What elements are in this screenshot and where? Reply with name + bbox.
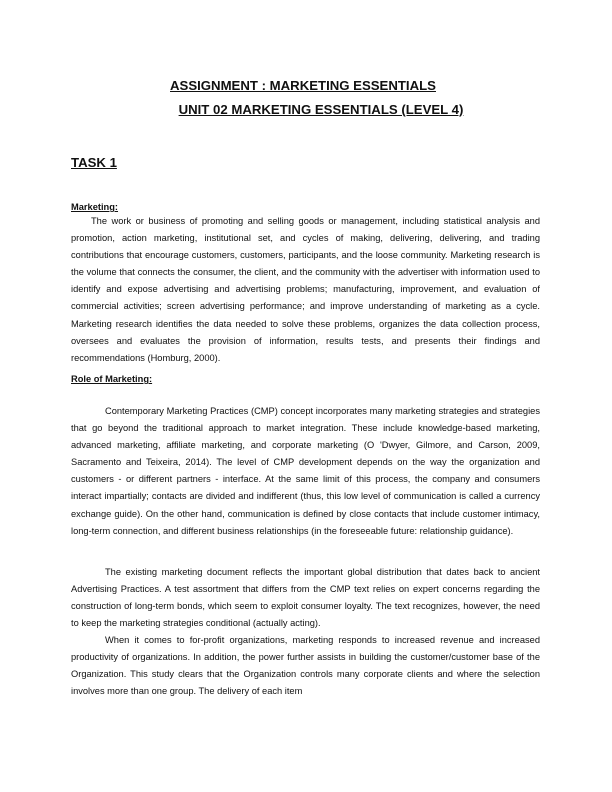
role-paragraph-3: When it comes to for-profit organizations, marketing responds to increased revenue and increased productivity of organizations. In addition, the power further assists in building the customer/customer base of the Organization. This study clears that the Organization controls many corporate clients and where the selection involves more than one group. The delivery of each item (71, 635, 540, 697)
assignment-title: ASSIGNMENT : MARKETING ESSENTIALS (170, 78, 436, 93)
role-paragraph-2: The existing marketing document reflects the important global distribution that dates back to ancient Advertising Practices. A test assortment that differs from the CMP text relies on expert concerns regarding the construction of long-term bonds, which seem to exploit consumer loyalty. The text recognizes, however, the need to keep the marketing strategies conditional (actually acting). (71, 567, 540, 629)
marketing-paragraph: The work or business of promoting and selling goods or management, including statistical analysis and promotion, action marketing, institutional set, and cycles of making, delivering, delivering, and trading contributions that encourage customers, customers, participants, and the loose community. Marketing research is the volume that connects the consumer, the client, and the community with the advertiser with information used to identify and expose advertising and advertising problems; manufacturing, improvement, and evaluation of commercial activities; screen advertising performance; and improve understanding of marketing as a cycle. Marketing research identifies the data needed to solve these problems, organizes the data collection process, oversees and evaluates the provision of information, results tests, and presents their findings and recommendations (Homburg, 2000). (71, 216, 540, 363)
section-heading-role-of-marketing: Role of Marketing: (71, 374, 153, 384)
section-heading-marketing: Marketing: (71, 202, 119, 212)
role-paragraph-1: Contemporary Marketing Practices (CMP) concept incorporates many marketing strategies and strategies that go beyond the traditional approach to market integration. These include knowledge-based marketing, advanced marketing, affiliate marketing, and corporate marketing (O 'Dwyer, Gilmore, and Carson, 2009, Sacramento and Teixeira, 2014). The level of CMP development depends on the way the organization and customers - or different partners - interface. At the same limit of this process, the company and consumers interact impartially; contacts are divided and indifferent (thus, this low level of communication is called a currency exchange guide). On the other hand, communication is defined by close contacts that include customer intimacy, long-term connection, and different business relationships (in the foreseeable future: relationship guidance). (71, 406, 540, 536)
unit-subtitle: UNIT 02 MARKETING ESSENTIALS (LEVEL 4) (178, 102, 464, 117)
task-heading: TASK 1 (71, 155, 117, 170)
